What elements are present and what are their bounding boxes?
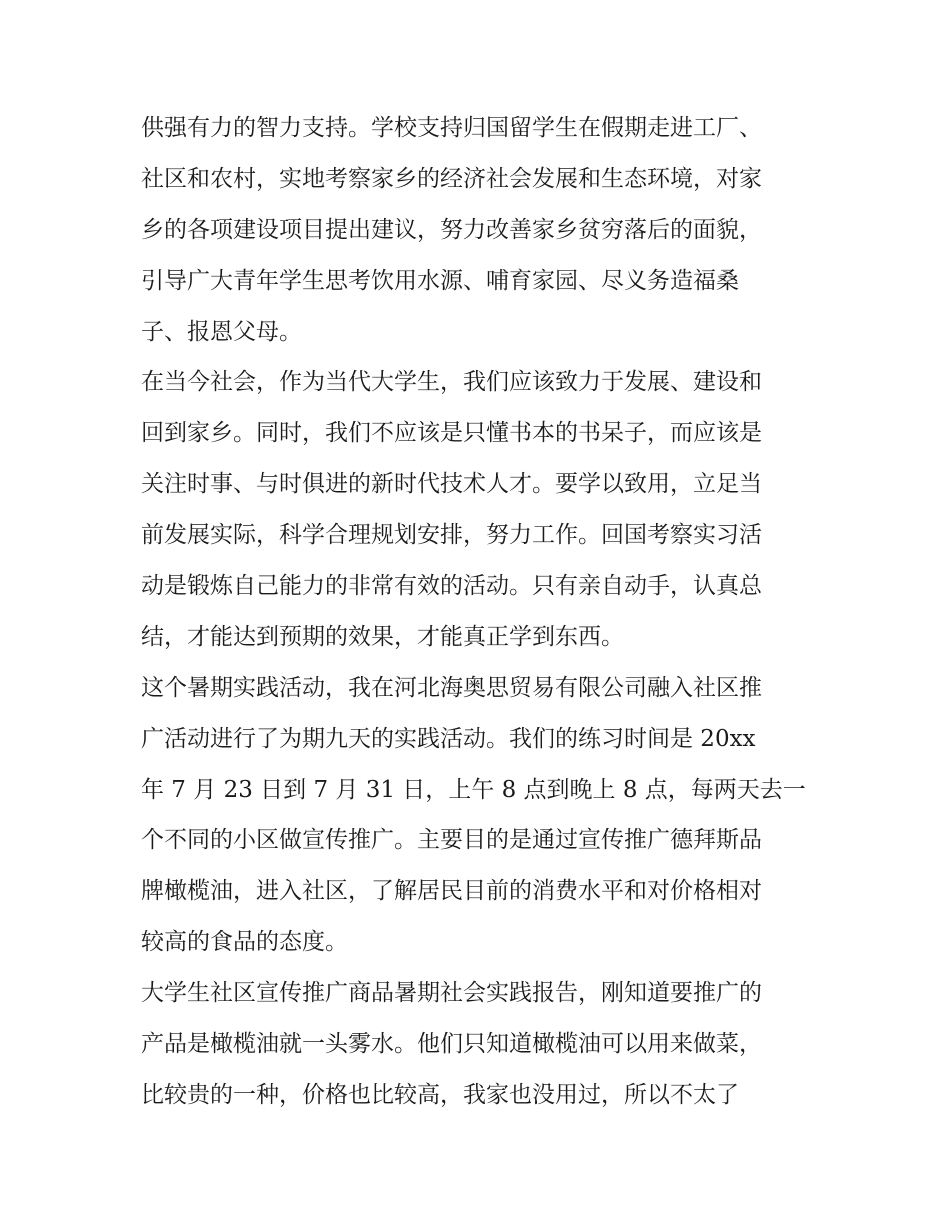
document-body (141, 103, 821, 1121)
text-line: 产品是橄榄油就一头雾水。他们只知道橄榄油可以用来做菜， (141, 1031, 762, 1058)
text-line: 动是锻炼自己能力的非常有效的活动。只有亲自动手，认真总 (141, 573, 762, 600)
paragraph-4 (141, 968, 821, 1121)
paragraph-3 (141, 663, 821, 968)
text-line: 回到家乡。同时，我们不应该是只懂书本的书呆子，而应该是 (141, 420, 762, 447)
text-line: 结，才能达到预期的效果，才能真正学到东西。 (141, 623, 624, 650)
text-line: 牌橄榄油，进入社区，了解居民目前的消费水平和对价格相对 (141, 878, 762, 905)
text-line: 较高的食品的态度。 (141, 929, 348, 956)
text-line: 个不同的小区做宣传推广。主要目的是通过宣传推广德拜斯品 (141, 827, 762, 854)
text-line: 供强有力的智力支持。学校支持归国留学生在假期走进工厂、 (141, 115, 762, 141)
text-line: 这个暑期实践活动，我在河北海奥思贸易有限公司融入社区推 (141, 674, 762, 701)
text-line: 大学生社区宣传推广商品暑期社会实践报告，刚知道要推广的 (141, 980, 762, 1007)
text-line: 年 7 月 23 日到 7 月 31 日，上午 8 点到晚上 8 点，每两天去一 (141, 776, 806, 803)
text-line: 比较贵的一种，价格也比较高，我家也没用过，所以不太了 (141, 1081, 739, 1108)
text-line: 关注时事、与时俱进的新时代技术人才。要学以致用，立足当 (141, 471, 762, 498)
text-line: 前发展实际，科学合理规划安排，努力工作。回国考察实习活 (141, 522, 762, 549)
paragraph-2 (141, 357, 821, 662)
text-line: 社区和农村，实地考察家乡的经济社会发展和生态环境，对家 (141, 165, 762, 192)
text-line: 引导广大青年学生思考饮用水源、哺育家园、尽义务造福桑 (141, 267, 739, 294)
text-line: 广活动进行了为期九天的实践活动。我们的练习时间是 20xx (141, 725, 756, 752)
text-line: 在当今社会，作为当代大学生，我们应该致力于发展、建设和 (141, 369, 762, 396)
paragraph-1 (141, 103, 821, 357)
text-line: 乡的各项建设项目提出建议，努力改善家乡贫穷落后的面貌， (141, 216, 762, 243)
text-line: 子、报恩父母。 (141, 318, 302, 345)
